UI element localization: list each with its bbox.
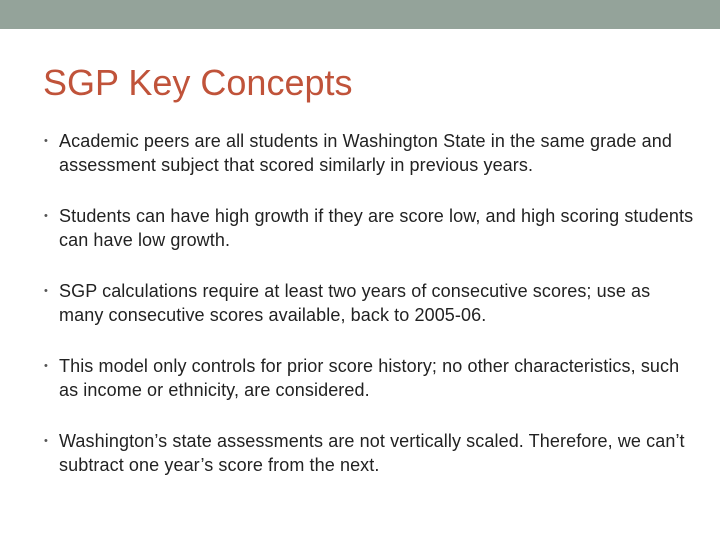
- bullet-text: SGP calculations require at least two years of consecutive scores; use as many consecutive scores available, back to 2005-06.: [59, 281, 651, 325]
- bullet-marker-icon: •: [44, 210, 48, 222]
- bullet-item: [44, 429, 694, 477]
- bullet-list: [44, 129, 694, 504]
- bullet-marker-icon: •: [44, 360, 48, 372]
- bullet-text: Students can have high growth if they are score low, and high scoring students can have low growth.: [59, 206, 694, 250]
- bullet-item: [44, 204, 694, 252]
- bullet-item: [44, 129, 694, 177]
- bullet-marker-icon: •: [44, 435, 48, 447]
- slide-top-band: [0, 0, 720, 29]
- bullet-item: [44, 279, 694, 327]
- bullet-text: Academic peers are all students in Washington State in the same grade and assessment subject that scored similarly in previous years.: [59, 131, 672, 175]
- bullet-text: This model only controls for prior score history; no other characteristics, such as income or ethnicity, are considered.: [59, 356, 680, 400]
- bullet-item: [44, 354, 694, 402]
- slide-title: SGP Key Concepts: [43, 62, 353, 103]
- bullet-marker-icon: •: [44, 285, 48, 297]
- bullet-marker-icon: •: [44, 135, 48, 147]
- bullet-text: Washington’s state assessments are not vertically scaled. Therefore, we can’t subtract one year’s score from the next.: [59, 431, 685, 475]
